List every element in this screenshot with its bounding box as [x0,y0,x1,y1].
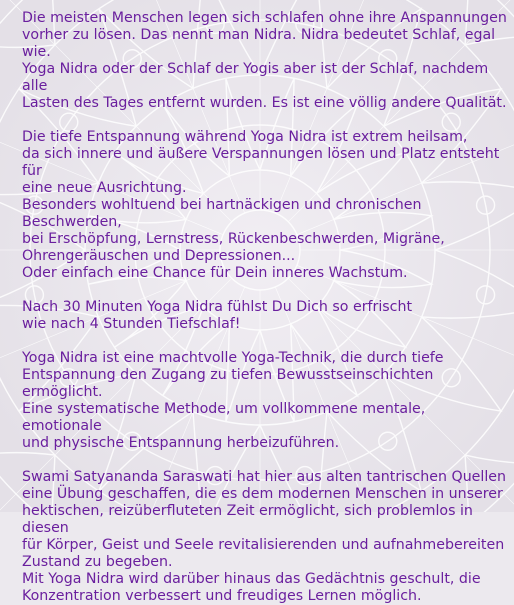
paragraph-4 [22,350,508,452]
text-line: Nach 30 Minuten Yoga Nidra fühlst Du Dich so erfrischt [22,299,413,315]
text-line: eine Übung geschaffen, die es dem modernen Menschen in unserer [22,486,503,502]
text-line: Entspannung den Zugang zu tiefen Bewusstseinschichten ermöglicht. [22,367,434,400]
text-line: Swami Satyananda Saraswati hat hier aus alten tantrischen Quellen [22,469,507,485]
text-line: Eine systematische Methode, um vollkommene mentale, emotionale [22,401,426,434]
text-line: Besonders wohltuend bei hartnäckigen und chronischen Beschwerden, [22,197,422,230]
text-line: bei Erschöpfung, Lernstress, Rückenbeschwerden, Migräne, [22,231,445,247]
text-line: und physische Entspannung herbeizuführen. [22,435,340,451]
article-text [22,10,508,605]
paragraph-1 [22,10,508,112]
paragraph-5 [22,469,508,605]
text-line: Yoga Nidra oder der Schlaf der Yogis aber ist der Schlaf, nachdem alle [22,61,489,94]
text-line: Oder einfach eine Chance für Dein inneres Wachstum. [22,265,408,281]
text-line: wie nach 4 Stunden Tiefschlaf! [22,316,241,332]
paragraph-2 [22,129,508,282]
paragraph-3 [22,299,508,333]
text-line: Zustand zu begeben. [22,554,173,570]
text-line: wie. [22,44,51,60]
text-line: Yoga Nidra ist eine machtvolle Yoga-Technik, die durch tiefe [22,350,444,366]
text-line: für Körper, Geist und Seele revitalisierenden und aufnahmebereiten [22,537,505,553]
text-line: Ohrengeräuschen und Depressionen... [22,248,296,264]
text-line: Mit Yoga Nidra wird darüber hinaus das Gedächtnis geschult, die [22,571,481,587]
text-line: Konzentration verbessert und freudiges Lernen möglich. [22,588,422,604]
text-line: vorher zu lösen. Das nennt man Nidra. Nidra bedeutet Schlaf, egal [22,27,496,43]
text-line: eine neue Ausrichtung. [22,180,187,196]
text-line: Die meisten Menschen legen sich schlafen ohne ihre Anspannungen [22,10,507,26]
text-line: Die tiefe Entspannung während Yoga Nidra ist extrem heilsam, [22,129,468,145]
text-line: da sich innere und äußere Verspannungen lösen und Platz entsteht für [22,146,500,179]
text-line: Lasten des Tages entfernt wurden. Es ist eine völlig andere Qualität. [22,95,507,111]
text-line: hektischen, reizüberfluteten Zeit ermöglicht, sich problemlos in diesen [22,503,473,536]
